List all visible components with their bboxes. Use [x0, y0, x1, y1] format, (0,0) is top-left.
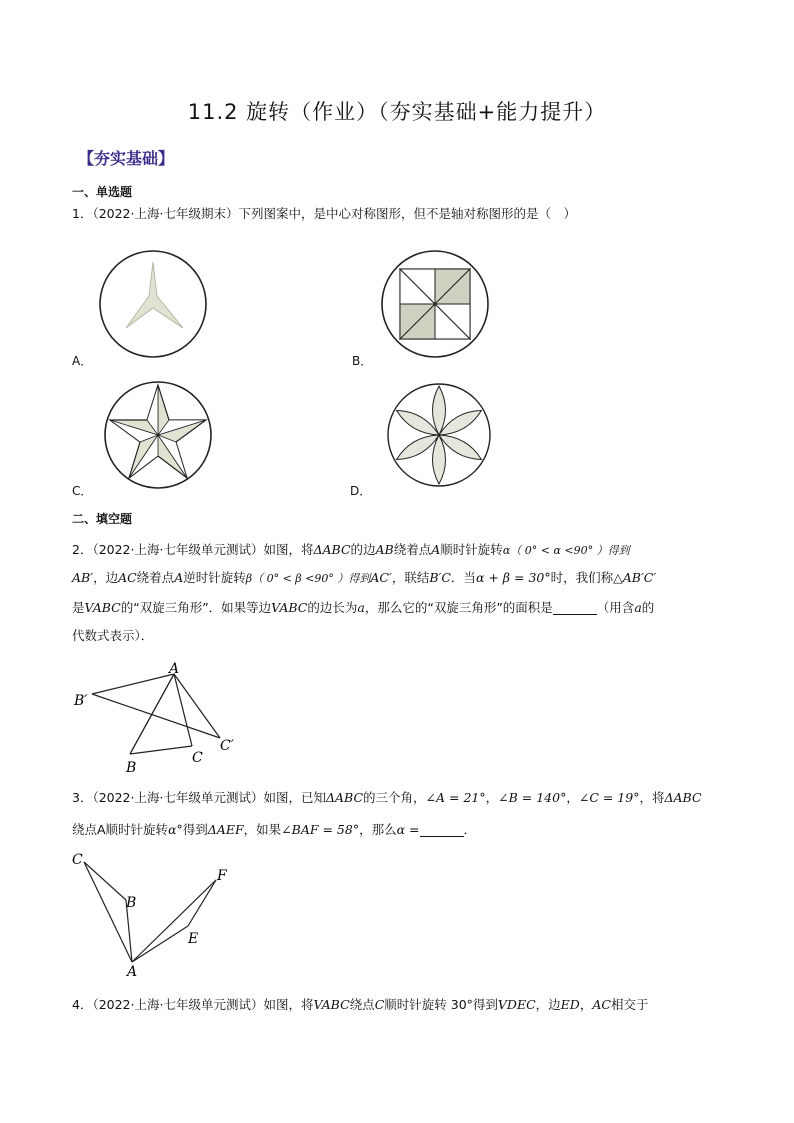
q2-text: 的“双旋三角形”．如果等边	[120, 600, 272, 615]
q3-math: ΔAEF	[207, 822, 244, 837]
q2-text: 时，我们称	[550, 570, 614, 585]
q2-text: ，那么它的“双旋三角形”的面积是	[364, 600, 553, 615]
q3-text: 绕点A顺时针旋转	[72, 822, 169, 837]
q3-math: ∠A = 21°	[425, 790, 486, 805]
question-2-line-3	[72, 601, 654, 615]
point-label-c: C	[72, 852, 83, 868]
q4-text: 相交于	[610, 997, 649, 1012]
q2-math: AB	[375, 542, 394, 557]
figure-q2-double-rotation	[70, 660, 250, 780]
q3-text: 的三个角，	[363, 790, 426, 805]
part-heading-fill-blank: 二、填空题	[72, 512, 133, 526]
question-2-line-2	[72, 571, 656, 586]
q2-math: A	[431, 542, 441, 557]
point-label-e: E	[188, 931, 199, 947]
q2-text: 逆时针旋转	[183, 570, 246, 585]
q2-text: 的边长为	[307, 600, 358, 615]
question-1-text: 1．（2022·上海·七年级期末）下列图案中，是中心对称图形，但不是轴对称图形的是（ ）	[72, 206, 576, 221]
q2-text: 的	[641, 600, 655, 615]
q2-math: β（ 0° < β <90° ）得到	[245, 572, 371, 585]
question-3-line-1	[72, 791, 702, 805]
q2-math: α（ 0° < α <90° ）得到	[502, 544, 630, 557]
option-c-label[interactable]: C．	[72, 484, 93, 498]
q4-text: ，	[579, 997, 593, 1012]
q2-math: AC	[118, 570, 137, 585]
point-label-a: A	[169, 661, 180, 677]
figure-a-three-blade-star	[98, 250, 208, 360]
q3-math: ΔABC	[664, 790, 702, 805]
q2-math: △AB′C′	[613, 570, 657, 585]
q3-math: ΔABC	[325, 790, 364, 805]
point-label-b: B	[126, 895, 137, 911]
q3-math: α =	[396, 822, 420, 837]
q2-math: AB′	[72, 570, 94, 585]
question-4-line-1	[72, 998, 648, 1012]
q2-math: A	[174, 570, 184, 585]
q2-text: 的边	[350, 542, 376, 557]
answer-blank[interactable]	[553, 602, 597, 615]
q3-math: ∠C = 19°	[578, 790, 640, 805]
q4-text: 4．（2022·上海·七年级单元测试）如图，将	[72, 997, 314, 1012]
q2-text: 绕着点	[136, 570, 175, 585]
figure-b-pinwheel	[380, 250, 490, 360]
q2-text: （用含	[596, 600, 635, 615]
q4-text: 绕点	[349, 997, 375, 1012]
q2-math: VABC	[84, 600, 121, 615]
q4-math: VABC	[313, 997, 350, 1012]
q3-text: ，将	[639, 790, 665, 805]
section-heading: 【夯实基础】	[78, 149, 175, 168]
question-2-line-4: 代数式表示）．	[72, 628, 154, 643]
q4-text: ，边	[535, 997, 561, 1012]
q2-math: VABC	[271, 600, 308, 615]
q2-text: 是	[72, 600, 85, 615]
option-d-label[interactable]: D．	[350, 484, 372, 498]
figure-d-six-petal-flower	[386, 382, 492, 488]
q2-text: 顺时针旋转	[440, 542, 503, 557]
option-a-label[interactable]: A．	[72, 354, 93, 368]
q3-text: ，	[566, 790, 579, 805]
q4-math: C	[374, 997, 385, 1012]
figure-c-five-point-star	[103, 380, 213, 490]
question-3-line-2	[72, 823, 476, 837]
q3-text: ，如果	[243, 822, 282, 837]
q2-math: α + β = 30°	[475, 570, 551, 585]
q3-text: ，	[485, 790, 499, 805]
point-label-b-prime: B′	[74, 693, 88, 709]
q2-text: 绕着点	[393, 542, 432, 557]
part-heading-single-choice: 一、单选题	[72, 185, 133, 199]
figure-q3-rotation	[66, 848, 246, 983]
point-label-f: F	[217, 868, 227, 884]
q2-math: ΔABC	[313, 542, 351, 557]
q3-text: 3．（2022·上海·七年级单元测试）如图，已知	[72, 790, 326, 805]
q2-text: 2．（2022·上海·七年级单元测试）如图，将	[72, 542, 314, 557]
q2-text: ，联结	[391, 570, 430, 585]
point-label-a: A	[127, 964, 138, 980]
answer-blank[interactable]	[420, 824, 464, 837]
q4-math: ED	[560, 997, 580, 1012]
q3-text: 得到	[182, 822, 208, 837]
option-b-label[interactable]: B．	[352, 354, 373, 368]
q3-math: α°	[168, 822, 183, 837]
q2-math: AC′	[370, 570, 392, 585]
q2-text: ，边	[93, 570, 119, 585]
q4-text: 顺时针旋转 30°得到	[384, 997, 498, 1012]
point-label-c-prime: C′	[220, 738, 234, 754]
question-2-line-1	[72, 543, 630, 558]
q4-math: AC	[592, 997, 611, 1012]
q2-math: a	[634, 600, 642, 615]
point-label-c: C	[192, 750, 203, 766]
q2-text: ．当	[450, 570, 476, 585]
q3-math: ∠B = 140°	[498, 790, 567, 805]
q3-text: ，那么	[359, 822, 397, 837]
q3-math: ∠BAF = 58°	[281, 822, 360, 837]
q2-math: B′C	[429, 570, 451, 585]
q2-math: a	[357, 600, 365, 615]
q3-text: ．	[463, 822, 477, 837]
page-title: 11.2 旋转（作业）（夯实基础+能力提升）	[187, 100, 607, 124]
q4-math: VDEC	[497, 997, 536, 1012]
point-label-b: B	[126, 760, 137, 776]
